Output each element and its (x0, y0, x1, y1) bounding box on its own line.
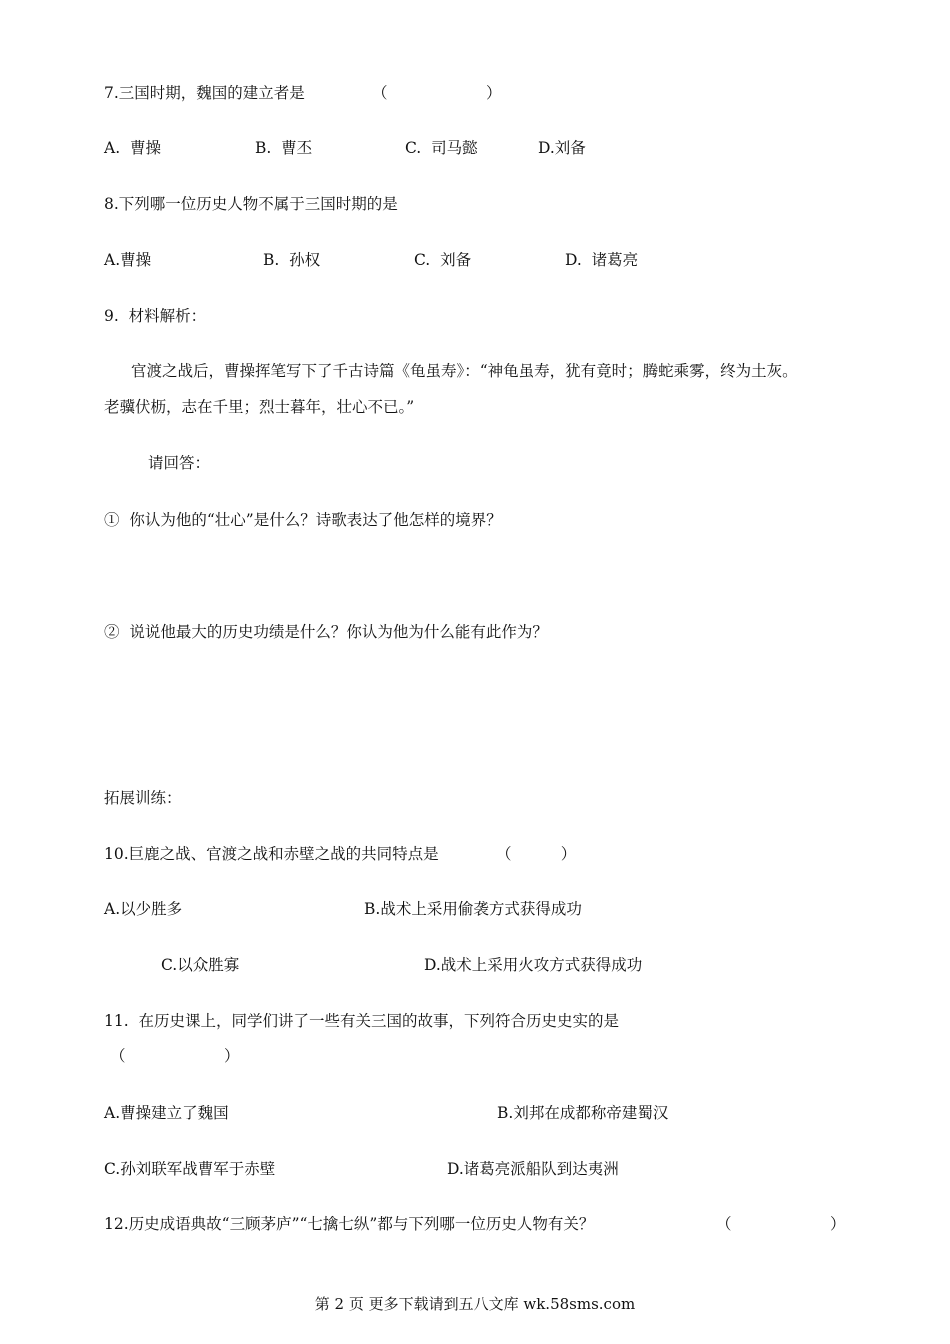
q10-stem: 10.巨鹿之战、官渡之战和赤壁之战的共同特点是 (104, 845, 439, 863)
q9-prompt: 请回答： (148, 454, 211, 472)
q12-answer-paren: （ ） (716, 1215, 846, 1233)
q7-stem: 7.三国时期，魏国的建立者是 (104, 84, 305, 102)
q7-option-b: B. 曹丕 (255, 139, 313, 157)
q11-option-a: A.曹操建立了魏国 (104, 1104, 229, 1122)
q8-stem: 8.下列哪一位历史人物不属于三国时期的是 (104, 195, 398, 213)
q8-option-d: D. 诸葛亮 (565, 251, 639, 269)
q7-option-c: C. 司马懿 (405, 139, 478, 157)
q10-option-b: B.战术上采用偷袭方式获得成功 (364, 900, 582, 918)
q9-material-line-2: 老骥伏枥，志在千里；烈士暮年，壮心不已。” (104, 398, 415, 416)
q12-stem: 12.历史成语典故“三顾茅庐”“七擒七纵”都与下列哪一位历史人物有关？ (104, 1215, 595, 1233)
q10-option-a: A.以少胜多 (104, 900, 183, 918)
q10-option-d: D.战术上采用火攻方式获得成功 (424, 956, 643, 974)
q7-answer-paren: （ ） (372, 84, 502, 102)
q11-option-c: C.孙刘联军战曹军于赤壁 (104, 1160, 276, 1178)
section-title: 拓展训练： (104, 789, 182, 807)
q11-option-d: D.诸葛亮派船队到达夷洲 (447, 1160, 619, 1178)
q11-stem: 11. 在历史课上，同学们讲了一些有关三国的故事，下列符合历史史实的是 (104, 1012, 620, 1030)
q11-answer-paren: （ ） (110, 1047, 240, 1065)
q8-option-a: A.曹操 (104, 251, 152, 269)
q8-option-c: C. 刘备 (414, 251, 472, 269)
q7-option-a: A. 曹操 (104, 139, 161, 157)
q7-option-d: D.刘备 (538, 139, 586, 157)
q9-stem: 9. 材料解析： (104, 307, 207, 325)
q10-option-c: C.以众胜寡 (161, 956, 240, 974)
q10-answer-paren: （ ） (496, 845, 577, 863)
q9-material-line-1: 官渡之战后，曹操挥笔写下了千古诗篇《龟虽寿》：“神龟虽寿，犹有竟时；腾蛇乘雾，终为土灰。 (131, 362, 798, 380)
q8-option-b: B. 孙权 (263, 251, 321, 269)
page-footer: 第 2 页 更多下载请到五八文库 wk.58sms.com (314, 1295, 636, 1313)
q9-sub-question-1: ① 你认为他的“壮心”是什么？诗歌表达了他怎样的境界？ (104, 511, 502, 529)
q11-option-b: B.刘邦在成都称帝建蜀汉 (497, 1104, 669, 1122)
q9-sub-question-2: ② 说说他最大的历史功绩是什么？你认为他为什么能有此作为？ (104, 623, 548, 641)
